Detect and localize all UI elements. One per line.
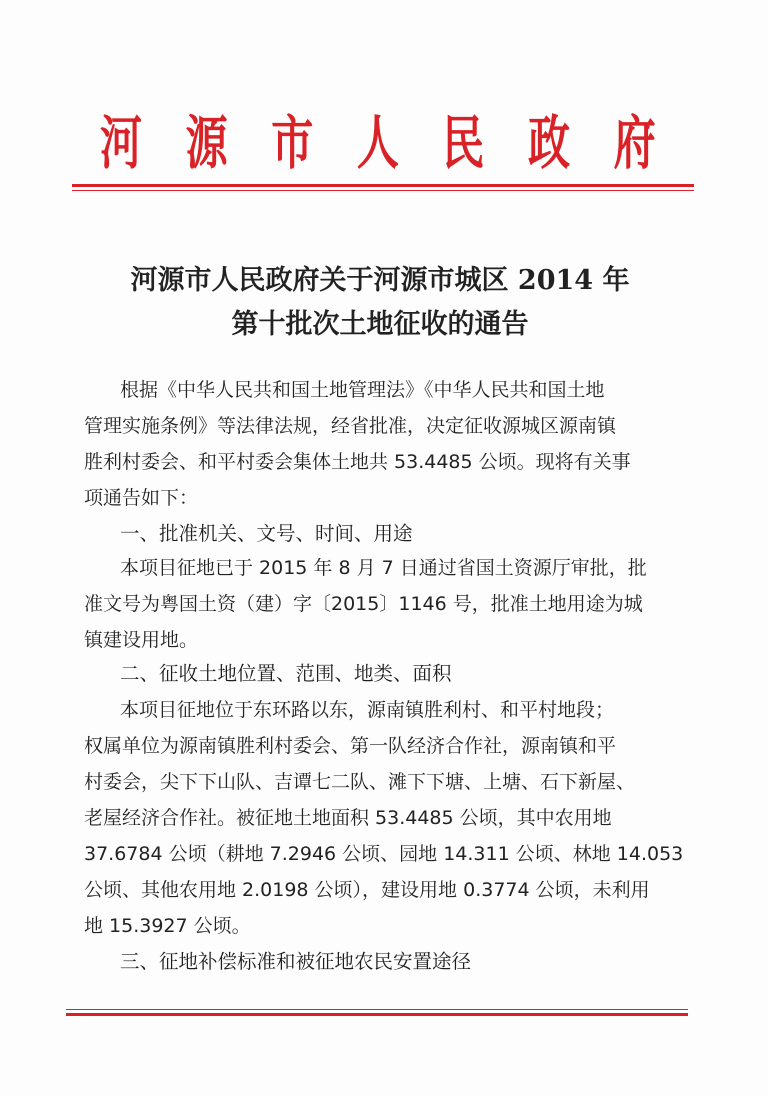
section-1-line: 镇建设用地。 <box>84 629 199 651</box>
section-1-line: 本项目征地已于 2015 年 8 月 7 日通过省国土资源厅审批，批 <box>120 557 647 579</box>
notice-title-line-1: 河源市人民政府关于河源市城区 2014 年 <box>130 265 630 296</box>
header-rule-thick <box>72 184 694 187</box>
section-2-line: 公顷、其他农用地 2.0198 公顷），建设用地 0.3774 公顷，未利用 <box>84 879 650 901</box>
section-heading-3: 三、征地补偿标准和被征地农民安置途径 <box>120 950 472 973</box>
section-2-line: 权属单位为源南镇胜利村委会、第一队经济合作社，源南镇和平 <box>84 735 617 757</box>
intro-line: 管理实施条例》等法律法规，经省批准，决定征收源城区源南镇 <box>84 415 617 437</box>
section-1-line: 准文号为粤国土资（建）字〔2015〕1146 号，批准土地用途为城 <box>84 593 643 615</box>
intro-line: 根据《中华人民共和国土地管理法》《中华人民共和国土地 <box>120 379 605 401</box>
intro-line: 胜利村委会、和平村委会集体土地共 53.4485 公顷。现将有关事 <box>84 451 631 473</box>
section-2-line: 老屋经济合作社。被征地土地面积 53.4485 公顷，其中农用地 <box>84 807 612 829</box>
footer-rule-thick <box>66 1013 688 1016</box>
footer-rule-thin <box>66 1009 688 1010</box>
section-2-line: 本项目征地位于东环路以东，源南镇胜利村、和平村地段； <box>120 699 615 721</box>
notice-title-line-2: 第十批次土地征收的通告 <box>231 309 529 340</box>
header-rule-thin <box>72 190 694 191</box>
intro-line: 项通告如下： <box>84 487 199 509</box>
section-heading-2: 二、征收土地位置、范围、地类、面积 <box>120 662 452 685</box>
section-2-line: 37.6784 公顷（耕地 7.2946 公顷、园地 14.311 公顷、林地 14.053 <box>84 843 684 865</box>
section-2-line: 村委会，尖下下山队、吉谭七二队、滩下下塘、上塘、石下新屋、 <box>84 771 636 793</box>
section-2-line: 地 15.3927 公顷。 <box>84 915 251 937</box>
section-heading-1: 一、批准机关、文号、时间、用途 <box>120 522 413 545</box>
issuing-authority-header: 河 源 市 人 民 政 府 <box>100 109 671 177</box>
